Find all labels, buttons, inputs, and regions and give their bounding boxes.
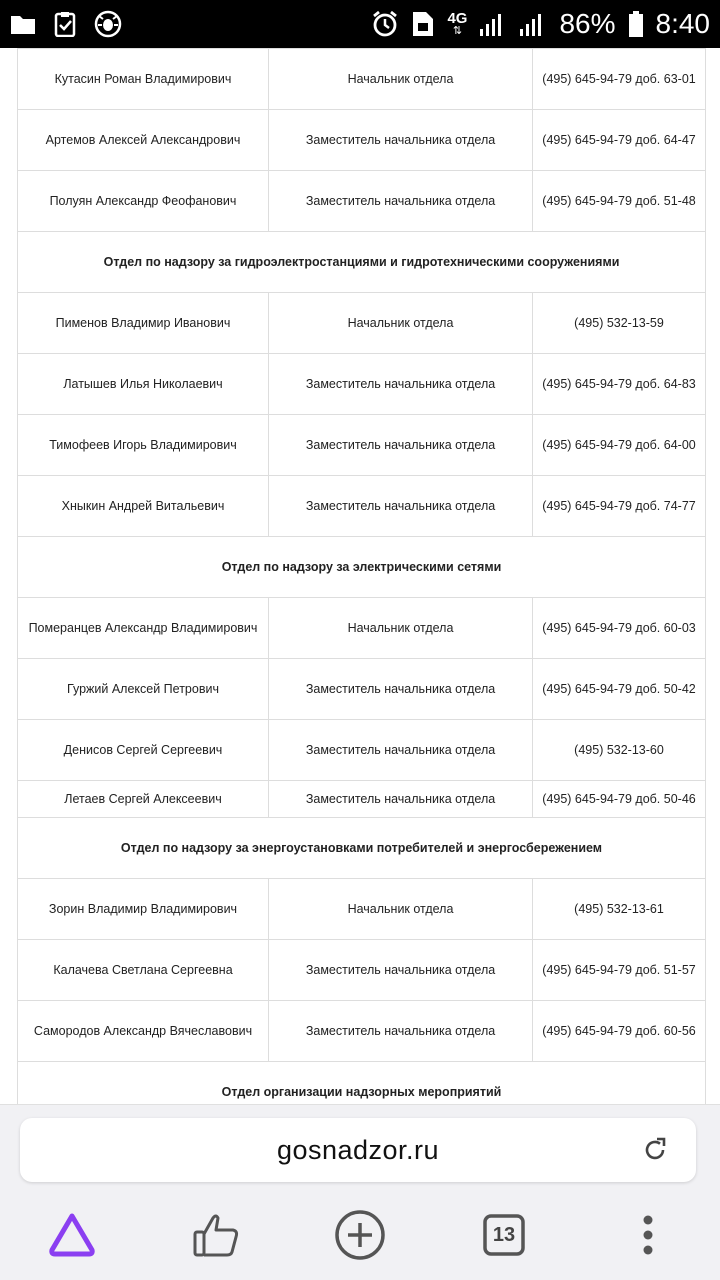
employee-position: Заместитель начальника отдела [269, 781, 533, 818]
table-row [18, 1001, 706, 1062]
employee-position: Заместитель начальника отдела [269, 720, 533, 781]
employee-phone[interactable]: (495) 645-94-79 доб. 74-77 [533, 476, 706, 537]
department-heading: Отдел по надзору за электрическими сетями [18, 537, 706, 598]
employee-name: Полуян Александр Феофанович [18, 171, 269, 232]
employee-name: Кутасин Роман Владимирович [18, 49, 269, 110]
alarm-icon [371, 10, 399, 38]
department-heading-row [18, 537, 706, 598]
employee-position: Заместитель начальника отдела [269, 415, 533, 476]
network-type: 4G [447, 10, 468, 27]
browser-nav-bar [0, 1197, 720, 1273]
like-button[interactable] [176, 1200, 256, 1270]
more-vert-icon [641, 1213, 655, 1257]
employee-position: Заместитель начальника отдела [269, 659, 533, 720]
employee-name: Артемов Алексей Александрович [18, 110, 269, 171]
battery-icon [628, 10, 644, 38]
employee-position: Заместитель начальника отдела [269, 476, 533, 537]
employee-name: Летаев Сергей Алексеевич [18, 781, 269, 818]
alice-assistant-icon [47, 1212, 97, 1258]
battery-percent: 86% [559, 8, 616, 39]
employee-phone[interactable]: (495) 645-94-79 доб. 51-57 [533, 940, 706, 1001]
clipboard-check-icon [54, 11, 76, 37]
data-arrows-icon: ⇅ [452, 25, 463, 37]
employee-name: Денисов Сергей Сергеевич [18, 720, 269, 781]
employee-phone[interactable]: (495) 645-94-79 доб. 63-01 [533, 49, 706, 110]
table-row [18, 415, 706, 476]
employee-phone[interactable]: (495) 645-94-79 доб. 51-48 [533, 171, 706, 232]
staff-table [17, 48, 706, 1104]
employee-name: Калачева Светлана Сергеевна [18, 940, 269, 1001]
employee-name: Пименов Владимир Иванович [18, 293, 269, 354]
browser-toolbar [0, 1104, 720, 1280]
alice-button[interactable] [32, 1200, 112, 1270]
employee-name: Померанцев Александр Владимирович [18, 598, 269, 659]
employee-phone[interactable]: (495) 645-94-79 доб. 64-00 [533, 415, 706, 476]
signal-icon [479, 11, 507, 37]
department-heading: Отдел по надзору за гидроэлектростанциями и гидротехническими сооружениями [18, 232, 706, 293]
employee-phone[interactable]: (495) 645-94-79 доб. 50-42 [533, 659, 706, 720]
signal-icon-2 [519, 11, 547, 37]
employee-position: Заместитель начальника отдела [269, 354, 533, 415]
employee-position: Заместитель начальника отдела [269, 110, 533, 171]
employee-phone[interactable]: (495) 645-94-79 доб. 60-56 [533, 1001, 706, 1062]
thumbs-up-icon [191, 1210, 241, 1260]
reload-icon[interactable] [640, 1135, 670, 1165]
table-row [18, 879, 706, 940]
department-heading-row [18, 232, 706, 293]
table-row [18, 720, 706, 781]
employee-name: Зорин Владимир Владимирович [18, 879, 269, 940]
folder-icon [10, 13, 36, 35]
table-row [18, 110, 706, 171]
table-row [18, 49, 706, 110]
table-row [18, 781, 706, 818]
table-row [18, 293, 706, 354]
employee-name: Самородов Александр Вячеславович [18, 1001, 269, 1062]
employee-position: Начальник отдела [269, 598, 533, 659]
department-heading-row [18, 818, 706, 879]
employee-phone[interactable]: (495) 532-13-61 [533, 879, 706, 940]
employee-phone[interactable]: (495) 645-94-79 доб. 64-83 [533, 354, 706, 415]
url-text[interactable]: gosnadzor.ru [276, 1134, 440, 1165]
employee-position: Начальник отдела [269, 49, 533, 110]
department-heading: Отдел организации надзорных мероприятий [18, 1062, 706, 1105]
employee-position: Заместитель начальника отдела [269, 940, 533, 1001]
employee-name: Хныкин Андрей Витальевич [18, 476, 269, 537]
employee-position: Начальник отдела [269, 879, 533, 940]
employee-position: Начальник отдела [269, 293, 533, 354]
table-row [18, 354, 706, 415]
plus-circle-icon [334, 1209, 386, 1261]
department-heading-row [18, 1062, 706, 1105]
sim-icon [411, 10, 435, 38]
address-bar[interactable] [20, 1118, 696, 1182]
department-heading: Отдел по надзору за энергоустановками потребителей и энергосбережением [18, 818, 706, 879]
employee-phone[interactable]: (495) 645-94-79 доб. 50-46 [533, 781, 706, 818]
employee-position: Заместитель начальника отдела [269, 1001, 533, 1062]
menu-button[interactable] [608, 1200, 688, 1270]
status-bar [0, 0, 720, 48]
table-row [18, 171, 706, 232]
tab-count: 13 [492, 1223, 516, 1246]
employee-position: Заместитель начальника отдела [269, 171, 533, 232]
table-row [18, 940, 706, 1001]
clock: 8:40 [655, 8, 710, 39]
employee-phone[interactable]: (495) 532-13-60 [533, 720, 706, 781]
tabs-button[interactable] [464, 1200, 544, 1270]
table-row [18, 598, 706, 659]
web-page[interactable] [0, 48, 720, 1104]
new-tab-button[interactable] [320, 1200, 400, 1270]
employee-phone[interactable]: (495) 645-94-79 доб. 64-47 [533, 110, 706, 171]
employee-phone[interactable]: (495) 645-94-79 доб. 60-03 [533, 598, 706, 659]
employee-name: Гуржий Алексей Петрович [18, 659, 269, 720]
table-row [18, 659, 706, 720]
employee-name: Тимофеев Игорь Владимирович [18, 415, 269, 476]
employee-name: Латышев Илья Николаевич [18, 354, 269, 415]
bug-shield-icon [94, 10, 122, 38]
employee-phone[interactable]: (495) 532-13-59 [533, 293, 706, 354]
table-row [18, 476, 706, 537]
